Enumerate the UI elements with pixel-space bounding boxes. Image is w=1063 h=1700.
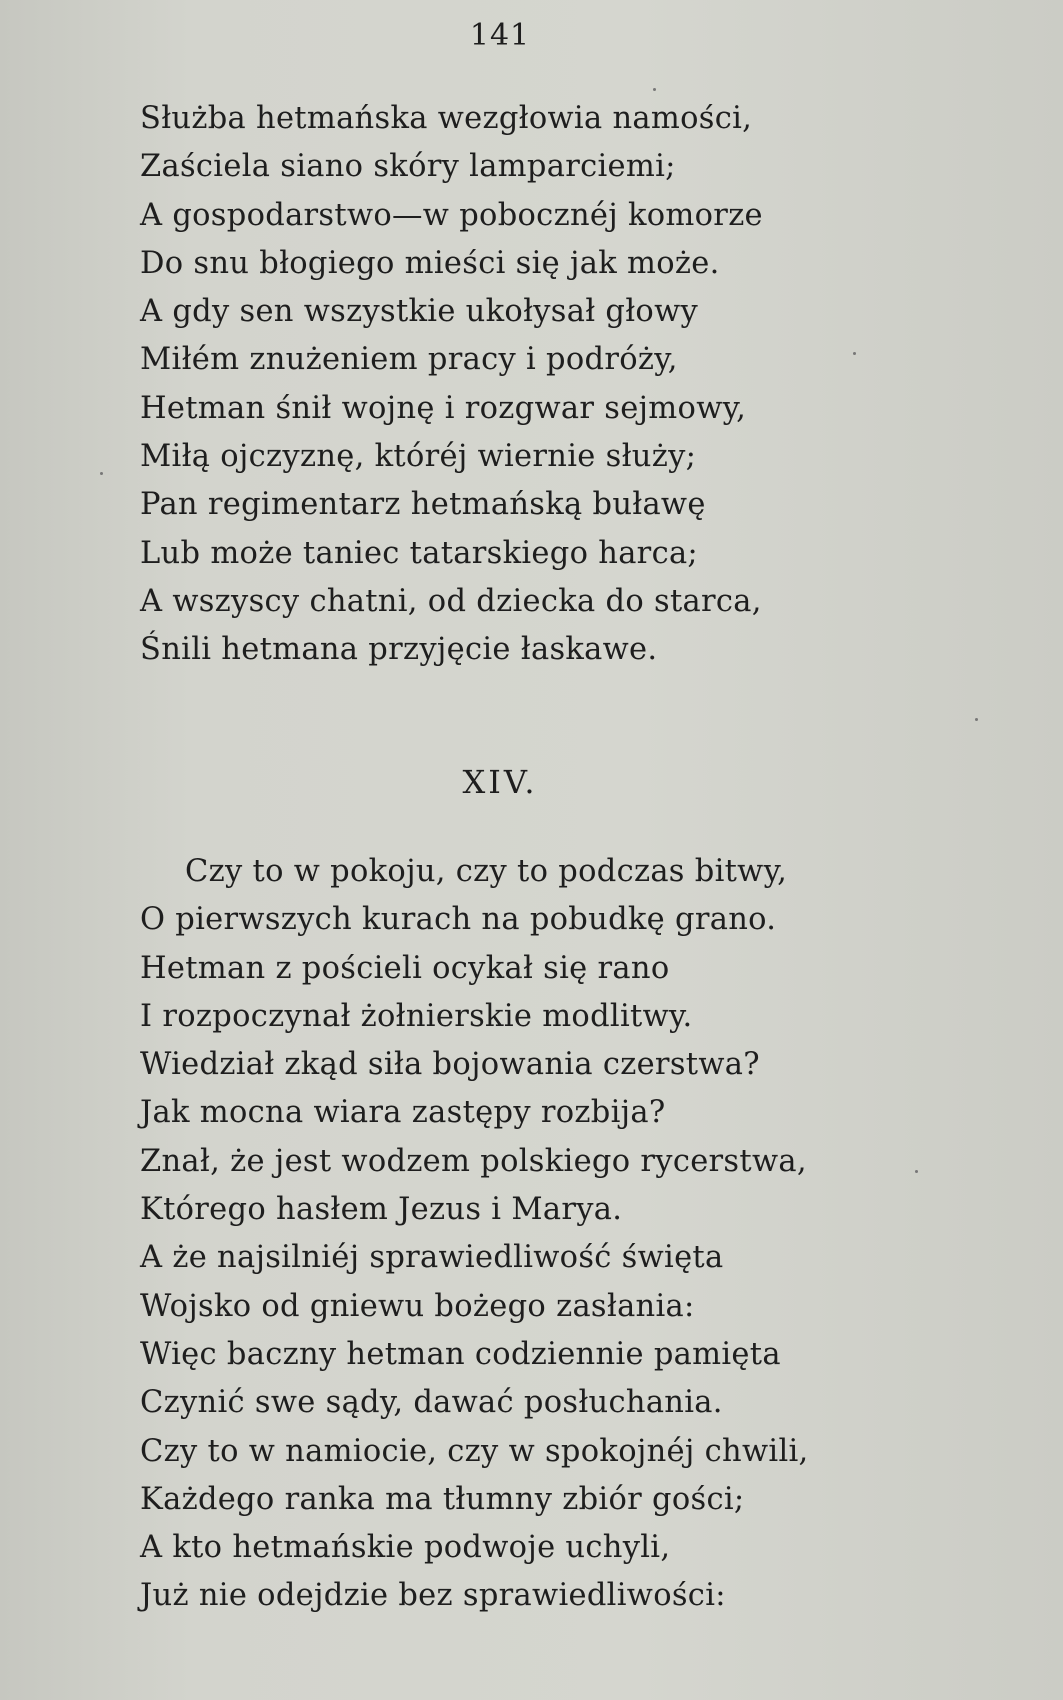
- verse-line: A gospodarstwo—w pobocznéj komorze: [140, 197, 763, 233]
- paper-speck: [853, 352, 856, 355]
- verse-line: Do snu błogiego mieści się jak może.: [140, 245, 720, 281]
- verse-line: A kto hetmańskie podwoje uchyli,: [140, 1530, 671, 1566]
- verse-line: A że najsilniéj sprawiedliwość święta: [140, 1240, 724, 1276]
- verse-line: Pan regimentarz hetmańską buławę: [140, 487, 706, 523]
- verse-line: Lub może taniec tatarskiego harca;: [140, 535, 699, 571]
- verse-line: A gdy sen wszystkie ukołysał głowy: [140, 294, 699, 330]
- verse-line: Hetman śnił wojnę i rozgwar sejmowy,: [140, 390, 747, 426]
- page-number: 141: [469, 18, 531, 53]
- verse-line: Zaściela siano skóry lamparciemi;: [140, 149, 676, 185]
- verse-line: Już nie odejdzie bez sprawiedliwości:: [140, 1578, 726, 1614]
- verse-line: Śnili hetmana przyjęcie łaskawe.: [140, 632, 658, 668]
- verse-line: Wiedział zkąd siła bojowania czerstwa?: [140, 1047, 760, 1083]
- paper-speck: [100, 472, 103, 475]
- paper-speck: [653, 88, 656, 91]
- verse-line: Znał, że jest wodzem polskiego rycerstwa,: [140, 1143, 807, 1179]
- verse-line: Miłém znużeniem pracy i podróży,: [140, 342, 678, 378]
- verse-line: O pierwszych kurach na pobudkę grano.: [140, 902, 777, 938]
- verse-line: I rozpoczynał żołnierskie modlitwy.: [140, 998, 693, 1034]
- verse-line: Czy to w pokoju, czy to podczas bitwy,: [185, 854, 788, 889]
- verse-line: Każdego ranka ma tłumny zbiór gości;: [140, 1481, 745, 1517]
- paper-speck: [975, 718, 978, 721]
- stanza-2: [140, 848, 1020, 1621]
- verse-line: Wojsko od gniewu bożego zasłania:: [140, 1288, 695, 1324]
- paper-speck: [915, 1170, 918, 1173]
- verse-line: Którego hasłem Jezus i Marya.: [140, 1192, 623, 1228]
- verse-line: Hetman z pościeli ocykał się rano: [140, 950, 670, 986]
- stanza-1: [140, 95, 1020, 675]
- verse-line: Więc baczny hetman codziennie pamięta: [140, 1336, 781, 1372]
- verse-line: Czy to w namiocie, czy w spokojnéj chwili,: [140, 1433, 809, 1469]
- verse-line: Czynić swe sądy, dawać posłuchania.: [140, 1385, 723, 1421]
- section-heading: XIV.: [462, 763, 538, 801]
- verse-line: Służba hetmańska wezgłowia namości,: [140, 101, 753, 136]
- verse-line: Miłą ojczyznę, któréj wiernie służy;: [140, 439, 697, 475]
- verse-line: Jak mocna wiara zastępy rozbija?: [140, 1095, 666, 1131]
- verse-line: A wszyscy chatni, od dziecka do starca,: [140, 583, 762, 619]
